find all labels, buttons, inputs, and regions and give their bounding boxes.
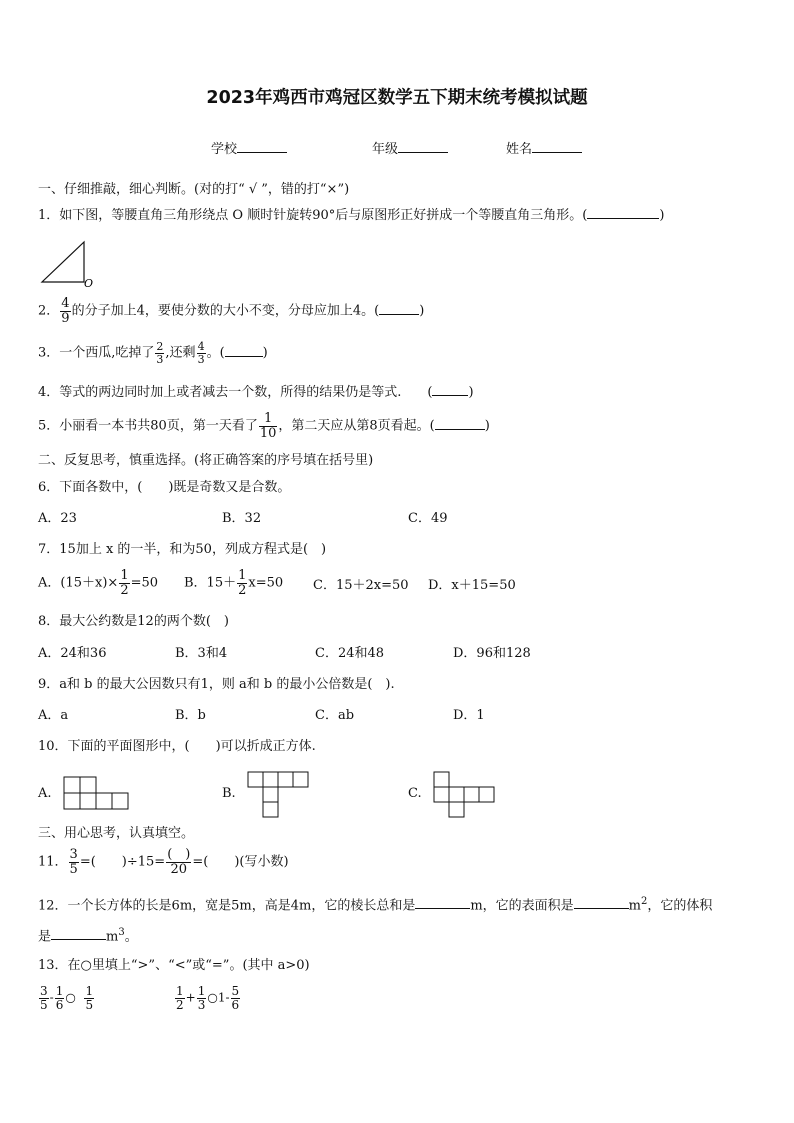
point-o-label: O xyxy=(84,277,94,290)
q11-f1-num: 3 xyxy=(69,847,78,862)
q3-f1-num: 2 xyxy=(156,340,164,353)
q12-area-blank[interactable] xyxy=(574,908,629,909)
q12-unit-m: m xyxy=(628,898,641,914)
q13-e2-a-den: 2 xyxy=(176,997,184,1012)
q9-text: 9．a和 b 的最大公因数只有1，则 a和 b 的最小公倍数是( ). xyxy=(38,677,395,692)
question-5 xyxy=(38,412,490,440)
q12-text1: 12．一个长方体的长是6m，宽是5m，高是4m，它的棱长总和是 xyxy=(38,898,416,914)
q13-e1-b-den: 6 xyxy=(55,997,64,1012)
triangle-figure xyxy=(40,240,100,290)
question-11 xyxy=(38,848,289,876)
cube-net-c xyxy=(433,771,495,821)
q11-f2-num[interactable]: ( ) xyxy=(167,847,191,862)
q13-e1-a-num: 3 xyxy=(40,984,48,998)
q13-e2-op: + xyxy=(185,990,196,1005)
q13-expression-1[interactable] xyxy=(38,985,95,1011)
q5-fraction xyxy=(259,412,278,440)
page-title: 2023年鸡西市鸡冠区数学五下期末统考模拟试题 xyxy=(206,88,588,108)
school-label: 学校 xyxy=(211,142,238,157)
q13-e2-frac-a xyxy=(175,985,185,1011)
q5-answer-blank[interactable] xyxy=(435,429,485,430)
q13-e1-frac-a xyxy=(39,985,49,1011)
q13-e2-c-den: 6 xyxy=(231,997,240,1012)
q7-option-c[interactable]: C．15＋2x=50 xyxy=(313,578,409,593)
q7-a-frac-num: 1 xyxy=(120,568,129,583)
q7-option-d[interactable]: D．x＋15=50 xyxy=(428,578,516,593)
q8-option-c[interactable]: C．24和48 xyxy=(315,646,385,661)
q10-option-c[interactable]: C. xyxy=(408,786,422,801)
q13-e2-b-den: 3 xyxy=(197,997,206,1012)
q2-frac-num: 4 xyxy=(61,296,70,311)
q12-text3: ，它的体积 xyxy=(647,898,713,914)
question-12-line2 xyxy=(38,928,138,943)
q13-e1-circle[interactable]: ○ xyxy=(65,990,76,1005)
q3-f2-num: 4 xyxy=(197,340,205,353)
q7-b-fraction xyxy=(237,569,247,597)
q2-fraction xyxy=(60,297,70,325)
q11-fraction-1 xyxy=(69,848,79,876)
school-blank[interactable] xyxy=(237,152,287,153)
q11-f2-den: 20 xyxy=(170,861,188,877)
grade-label: 年级 xyxy=(372,142,399,157)
q2-end: ) xyxy=(419,303,425,319)
q4-answer-blank[interactable] xyxy=(432,395,468,396)
q3-fraction-1 xyxy=(155,341,164,365)
question-12-line1 xyxy=(38,897,712,912)
q2-answer-blank[interactable] xyxy=(379,314,419,315)
name-label: 姓名 xyxy=(506,142,533,157)
q13-e2-circle[interactable]: ○1- xyxy=(207,990,230,1005)
q7-a-part2: =50 xyxy=(130,575,159,591)
q12-text4: 是 xyxy=(38,929,52,945)
q5-frac-den: 10 xyxy=(259,425,277,441)
q7-b-part1: B．15＋ xyxy=(184,575,237,591)
question-2 xyxy=(38,297,424,325)
q13-expression-2[interactable] xyxy=(174,985,241,1011)
q6-text: 6．下面各数中，( )既是奇数又是合数。 xyxy=(38,480,291,495)
q2-num: 2． xyxy=(38,303,60,319)
question-1 xyxy=(38,209,664,222)
question-3 xyxy=(38,341,268,365)
cube-net-b xyxy=(247,771,309,821)
q7-a-part1: A．(15＋x)× xyxy=(38,575,119,591)
section1-heading: 一、仔细推敲，细心判断。(对的打“ √ ”，错的打“×”) xyxy=(38,182,350,197)
q13-e2-a-num: 1 xyxy=(176,984,184,998)
q5-end: ) xyxy=(484,418,490,434)
q1-text: 1．如下图，等腰直角三角形绕点 O 顺时针旋转90°后与原图形正好拼成一个等腰直角三角形。( xyxy=(38,208,588,223)
q3-end: ) xyxy=(262,345,268,361)
q8-option-b[interactable]: B．3和4 xyxy=(175,646,228,661)
school-field[interactable] xyxy=(211,143,287,156)
name-field[interactable] xyxy=(506,143,582,156)
q7-text: 7．15加上 x 的一半，和为50，列成方程式是( ) xyxy=(38,542,327,557)
q3-text3: 。( xyxy=(206,345,225,361)
q11-text2[interactable]: =( )(写小数) xyxy=(192,854,289,870)
q13-e1-frac-c xyxy=(84,985,94,1011)
name-blank[interactable] xyxy=(532,152,582,153)
section2-heading: 二、反复思考，慎重选择。(将正确答案的序号填在括号里) xyxy=(38,453,374,468)
q7-option-b[interactable] xyxy=(184,569,283,597)
q11-num: 11． xyxy=(38,854,68,870)
q12-edge-blank[interactable] xyxy=(415,908,470,909)
q12-text5: 。 xyxy=(124,929,138,945)
q11-f1-den: 5 xyxy=(69,861,78,877)
q9-option-a[interactable]: A．a xyxy=(38,708,69,723)
q8-text: 8．最大公约数是12的两个数( ) xyxy=(38,614,229,629)
q12-volume-blank[interactable] xyxy=(51,939,106,940)
q6-option-a[interactable]: A．23 xyxy=(38,511,77,526)
q8-option-d[interactable]: D．96和128 xyxy=(453,646,531,661)
q12-sup2: 2 xyxy=(641,896,648,907)
q11-fraction-2[interactable] xyxy=(166,848,191,876)
grade-blank[interactable] xyxy=(398,152,448,153)
q3-answer-blank[interactable] xyxy=(225,356,263,357)
q2-frac-den: 9 xyxy=(61,310,70,326)
q3-text2: ,还剩 xyxy=(165,345,196,361)
q12-sup3: 3 xyxy=(118,927,125,938)
q13-e2-c-num: 5 xyxy=(231,984,240,998)
q13-e1-c-num: 1 xyxy=(85,984,94,998)
q5-text2: ，第二天应从第8页看起。( xyxy=(278,418,435,434)
q9-option-d[interactable]: D．1 xyxy=(453,708,485,723)
q4-text: 4．等式的两边同时加上或者减去一个数，所得的结果仍是等式. ( xyxy=(38,385,433,400)
q8-option-a[interactable]: A．24和36 xyxy=(38,646,107,661)
q13-text: 13．在○里填上“>”、“<”或“=”。(其中 a>0) xyxy=(38,958,310,973)
q13-e1-frac-b xyxy=(55,985,65,1011)
q5-frac-num: 1 xyxy=(259,412,278,427)
q12-unit-m3: m xyxy=(106,929,119,945)
q6-option-b[interactable]: B．32 xyxy=(222,511,262,526)
q4-end: ) xyxy=(468,385,474,400)
q3-f1-den: 3 xyxy=(156,352,164,366)
q3-fraction-2 xyxy=(197,341,206,365)
question-4 xyxy=(38,386,474,399)
q7-a-fraction xyxy=(119,569,129,597)
q2-text: 的分子加上4，要使分数的大小不变，分母应加上4。( xyxy=(71,303,380,319)
q7-b-part2: x=50 xyxy=(248,575,284,591)
q13-e1-a-den: 5 xyxy=(40,997,48,1012)
q13-e1-op: - xyxy=(49,990,54,1005)
q5-text1: 5．小丽看一本书共80页，第一天看了 xyxy=(38,418,258,434)
q13-e1-b-num: 1 xyxy=(55,984,64,998)
q7-b-frac-den: 2 xyxy=(238,582,247,598)
q7-option-a[interactable] xyxy=(38,569,158,597)
grade-field[interactable] xyxy=(372,143,448,156)
q13-e2-b-num: 1 xyxy=(197,984,206,998)
q7-b-frac-num: 1 xyxy=(238,568,247,583)
q10-option-b[interactable]: B. xyxy=(222,786,236,801)
q1-answer-blank[interactable] xyxy=(587,218,659,219)
q1-end: ) xyxy=(659,208,665,223)
q12-text2: m，它的表面积是 xyxy=(470,898,574,914)
q9-option-b[interactable]: B．b xyxy=(175,708,206,723)
q3-num: 3． xyxy=(38,345,60,361)
q3-f2-den: 3 xyxy=(197,352,205,366)
q7-a-frac-den: 2 xyxy=(120,582,129,598)
q10-text: 10．下面的平面图形中，( )可以折成正方体. xyxy=(38,739,316,754)
q10-option-a[interactable]: A. xyxy=(38,786,52,801)
q9-option-c[interactable]: C．ab xyxy=(315,708,355,723)
section3-heading: 三、用心思考，认真填空。 xyxy=(38,826,195,841)
q6-option-c[interactable]: C．49 xyxy=(408,511,448,526)
q13-e2-frac-c xyxy=(231,985,241,1011)
q3-text1: 一个西瓜,吃掉了 xyxy=(59,345,155,361)
q13-e2-frac-b xyxy=(197,985,207,1011)
q13-e1-c-den: 5 xyxy=(85,997,94,1012)
cube-net-a xyxy=(63,776,133,812)
q11-text1[interactable]: =( )÷15= xyxy=(79,854,166,870)
